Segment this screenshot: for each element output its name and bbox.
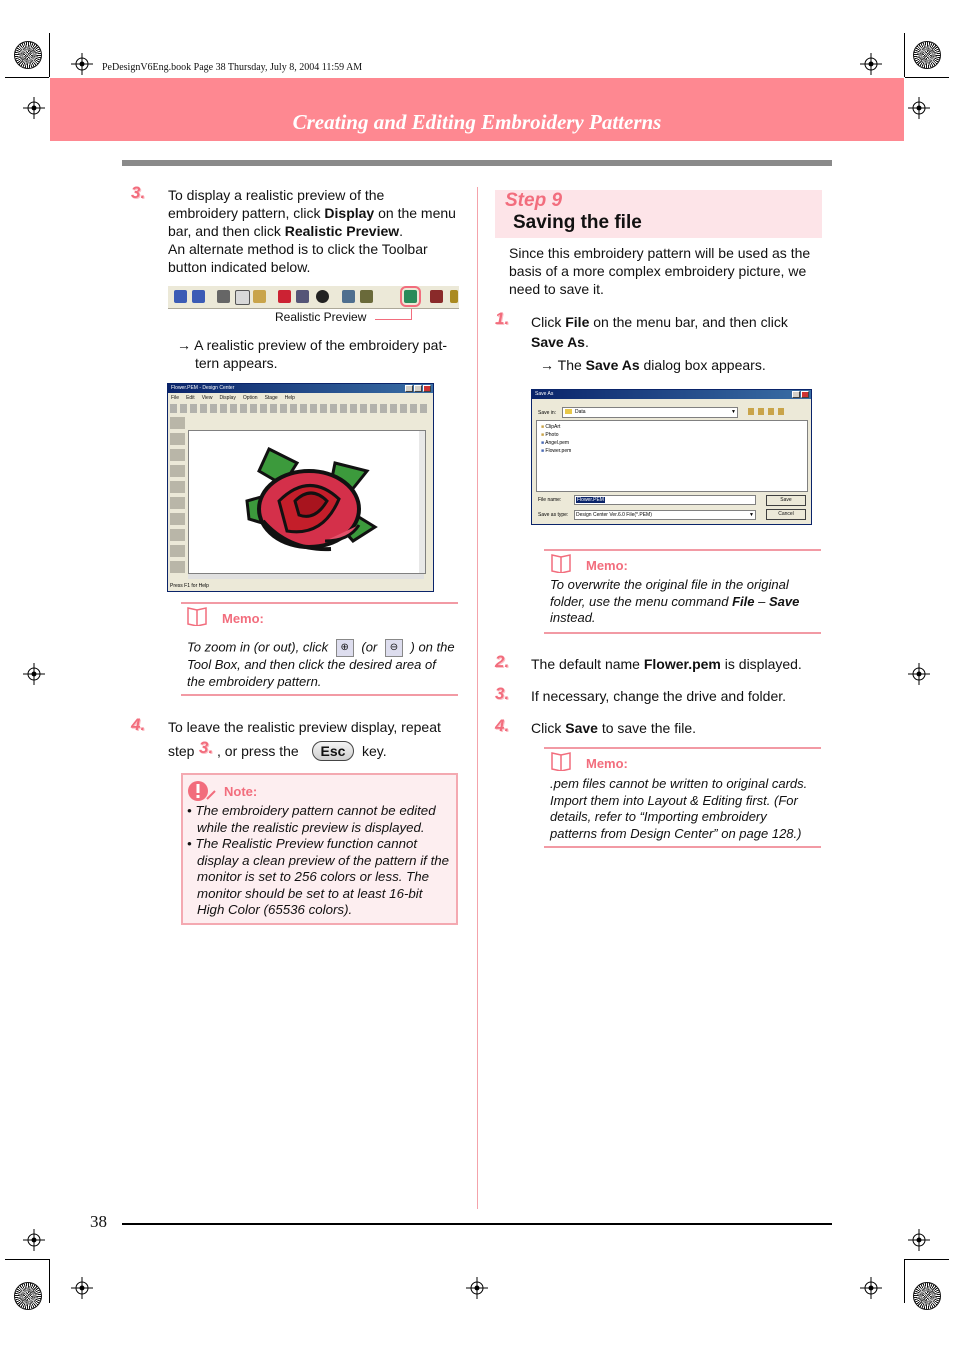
registration-crosshair-icon <box>860 53 882 75</box>
registration-sun-icon <box>913 1282 941 1310</box>
canvas <box>188 430 426 574</box>
registration-crosshair-icon <box>860 1277 882 1299</box>
registration-crosshair-icon <box>908 663 930 685</box>
step4-text-right: Click Save to save the file. <box>531 720 696 736</box>
design-center-screenshot <box>167 383 434 592</box>
toolbar-strip <box>168 285 459 309</box>
registration-sun-icon <box>913 41 941 69</box>
vertical-scrollbar[interactable] <box>419 431 425 573</box>
save-type-select[interactable]: Design Center Ver.6.0 File(*.PEM) ▼ <box>576 512 754 518</box>
tool-icon[interactable] <box>430 290 443 303</box>
redo-icon[interactable] <box>192 290 205 303</box>
step-title: Saving the file <box>513 212 642 233</box>
cancel-button[interactable]: Cancel <box>766 509 806 520</box>
registration-crosshair-icon <box>23 97 45 119</box>
paste-icon[interactable] <box>253 290 266 303</box>
file-item-clipart[interactable]: ■ ClipArt <box>541 424 561 430</box>
window-title: Flower.PEM - Design Center <box>168 384 433 393</box>
horizontal-scrollbar[interactable] <box>188 574 424 579</box>
menu-help[interactable]: Help <box>284 395 295 401</box>
file-item-angel[interactable]: ■ Angel.pem <box>541 440 570 446</box>
warning-icon <box>187 780 217 802</box>
step1-text: Click File on the menu bar, and then click Save As. <box>531 314 788 350</box>
step2-text: The default name Flower.pem is displayed. <box>531 656 802 672</box>
step-number: 4. <box>131 715 146 734</box>
save-in-select[interactable]: Data ▼ <box>562 407 738 418</box>
esc-key-icon: Esc <box>312 741 354 761</box>
step-number: 1. <box>495 309 510 328</box>
note-label: Note: <box>224 784 258 799</box>
note-text: • The embroidery pattern cannot be edited while the realistic preview is displayed. • The Realistic Preview function cannot display a clean preview of the pattern if the monitor is set to 256 colors or less. The monitor should be set to at least 16-bit High Color (65536 colors). <box>187 803 450 917</box>
registration-crosshair-icon <box>466 1277 488 1299</box>
registration-sun-icon <box>14 1282 42 1310</box>
step4-line2-c: key. <box>362 743 387 759</box>
registration-crosshair-icon <box>23 663 45 685</box>
help-icon[interactable] <box>792 391 800 398</box>
step4-line2-a: step <box>168 743 195 759</box>
pen-icon[interactable] <box>450 290 458 303</box>
save-in-label: Save in: <box>538 410 557 416</box>
realistic-preview-icon[interactable] <box>404 290 417 303</box>
status-bar: Press F1 for Help <box>170 583 209 589</box>
memo-book-icon <box>550 553 572 573</box>
memo-label: Memo: <box>586 756 628 771</box>
save-button[interactable]: Save <box>766 495 806 506</box>
menu-stage[interactable]: Stage <box>264 395 278 401</box>
file-item-flower[interactable]: ■ Flower.pem <box>541 448 572 454</box>
close-icon[interactable] <box>423 385 431 392</box>
page-number: 38 <box>90 1212 107 1231</box>
footer-rule <box>122 1223 832 1225</box>
file-name-input[interactable]: Flower.PEM <box>574 495 756 505</box>
cut-icon[interactable] <box>217 290 230 303</box>
file-list[interactable] <box>536 420 808 492</box>
memo-label: Memo: <box>222 611 264 626</box>
flip-icon[interactable] <box>278 290 291 303</box>
toolbar-callout-label: Realistic Preview <box>275 310 367 324</box>
tool-box <box>170 417 185 575</box>
screenshot-toolbar <box>170 404 428 413</box>
column-divider <box>477 187 478 1209</box>
copy-icon[interactable] <box>235 290 250 305</box>
header-rule <box>122 160 832 166</box>
memo-text-zoom: To zoom in (or out), click ⊕ (or ⊖ ) on the Tool Box, and then click the desired area of the embroidery pattern. <box>187 639 455 689</box>
file-name-label: File name: <box>538 497 562 503</box>
step-number: 3. <box>131 183 146 202</box>
folder-icon <box>565 409 572 414</box>
step-label: Step 9 <box>505 190 563 211</box>
menu-view[interactable]: View <box>201 395 213 401</box>
memo-text-overwrite: To overwrite the original file in the original folder, use the menu command File – Save instead. <box>550 577 800 625</box>
step4-line1: To leave the realistic preview display, repeat <box>168 719 441 735</box>
grid-icon[interactable] <box>342 290 355 303</box>
file-item-photo[interactable]: ■ Photo <box>541 432 559 438</box>
chevron-down-icon: ▼ <box>731 409 736 415</box>
registration-crosshair-icon <box>71 1277 93 1299</box>
registration-sun-icon <box>14 41 42 69</box>
save-as-dialog-screenshot <box>531 389 812 525</box>
callout-line <box>375 309 412 320</box>
step3-text: To display a realistic preview of the embroidery pattern, click Display on the menu bar, and then click Realistic Preview. An alternate method is to click the Toolbar button indicated below. <box>168 187 456 275</box>
step-number: 2. <box>495 652 510 671</box>
refresh-icon[interactable] <box>316 290 329 303</box>
settings-icon[interactable] <box>360 290 373 303</box>
step1-result: → The Save As dialog box appears. <box>540 357 766 373</box>
step-number: 4. <box>495 716 510 735</box>
registration-crosshair-icon <box>23 1229 45 1251</box>
step-ref: 3. <box>199 738 214 757</box>
rose-embroidery-image <box>239 441 379 561</box>
step3-text-right: If necessary, change the drive and folder. <box>531 688 787 704</box>
nav-icons <box>748 408 788 415</box>
menu-bar <box>171 395 295 401</box>
print-slug: PeDesignV6Eng.book Page 38 Thursday, July 8, 2004 11:59 AM <box>102 62 363 73</box>
registration-crosshair-icon <box>908 97 930 119</box>
rotate-icon[interactable] <box>296 290 309 303</box>
menu-option[interactable]: Option <box>242 395 258 401</box>
registration-crosshair-icon <box>908 1229 930 1251</box>
chevron-down-icon: ▼ <box>749 512 754 518</box>
step4-line2-b: , or press the <box>217 743 299 759</box>
zoom-in-icon: ⊕ <box>336 639 354 657</box>
dialog-title: Save As <box>532 390 811 399</box>
save-type-label: Save as type: <box>538 512 569 518</box>
intro-text: Since this embroidery pattern will be used as the basis of a more complex embroidery picture, we need to save it. <box>509 245 811 297</box>
memo-book-icon <box>186 606 208 626</box>
chapter-title: Creating and Editing Embroidery Patterns <box>292 110 662 134</box>
close-icon[interactable] <box>801 391 809 398</box>
result-text: → A realistic preview of the embroidery pat- tern appears. <box>177 337 448 371</box>
menu-edit[interactable]: Edit <box>186 395 195 401</box>
registration-crosshair-icon <box>71 53 93 75</box>
step-number: 3. <box>495 684 510 703</box>
menu-display[interactable]: Display <box>219 395 236 401</box>
memo-text-pem: .pem files cannot be written to original cards. Import them into Layout & Editing first. (For details, refer to “Importing embroidery patterns from Design Center” on page 128.) <box>550 776 808 841</box>
menu-file[interactable]: File <box>171 395 180 401</box>
minimize-icon[interactable] <box>405 385 413 392</box>
undo-icon[interactable] <box>174 290 187 303</box>
memo-book-icon <box>550 751 572 771</box>
memo-label: Memo: <box>586 558 628 573</box>
maximize-icon[interactable] <box>414 385 422 392</box>
zoom-out-icon: ⊖ <box>385 639 403 657</box>
